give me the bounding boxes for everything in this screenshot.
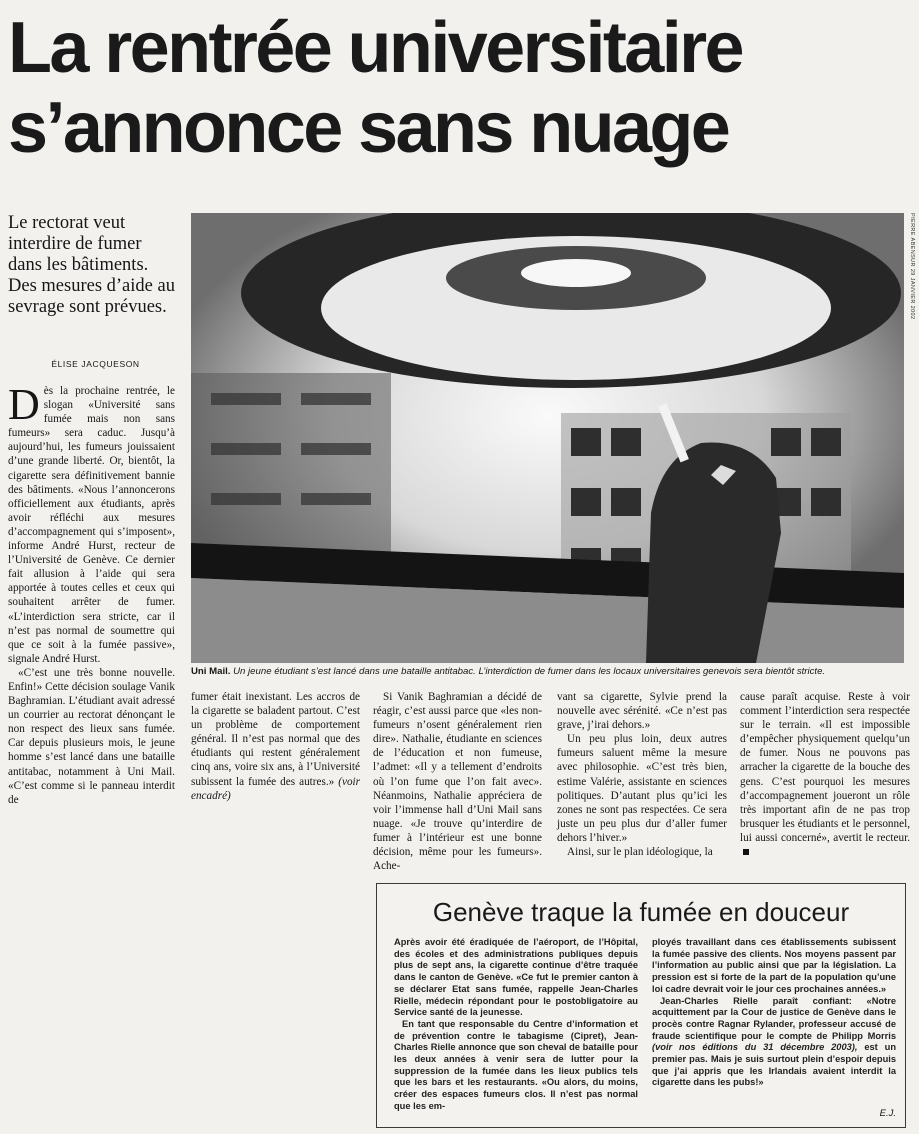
article-paragraph: «C’est une très bonne nouvelle. Enfin!» Cette décision soulage Vanik Baghramian. L’étudiant avait adressé un courrier au rectorat dénonçant le non respect des lieux sans fumée. Car depuis plusieurs mois, le jeune homme s’est lancé dans une bataille antitabac, notamment à Uni Mail. «C’est comme si le panneau interdit de xyxy=(8,666,175,806)
drop-cap: D xyxy=(8,380,40,429)
headline-line-2: s’annonce sans nuage xyxy=(8,88,729,168)
paragraph-text: fumer était inexistant. Les accros de la cigarette se baladent partout. C’est un problème de comportement général. Il n’est pas normal que des étudiants qui restent généralement cinq ans, voire six ans, à l’Université subissent la fumée des autres.» xyxy=(191,691,360,788)
box-cross-reference: (voir nos éditions du 31 décembre 2003), xyxy=(652,1042,858,1053)
box-paragraph: En tant que responsable du Centre d’information et de prévention contre le tabagisme (Cipret), Jean-Charles Rielle annonce que son cheval de bataille pour les deux années à venir sera de lutter pour la suppression de la fumée dans les lieux publics tels que les bars et les restaurants. «Ou alors, du moins, créer des espaces fumeurs clos. Il n’est pas normal que les em- xyxy=(394,1018,638,1111)
end-of-article-mark xyxy=(743,849,749,855)
photo-uni-mail xyxy=(191,213,904,663)
caption-text: Un jeune étudiant s’est lancé dans une bataille antitabac. L’interdiction de fumer dans les locaux universitaires genevois sera bientôt stricte. xyxy=(233,666,826,677)
article-paragraph: Un peu plus loin, deux autres fumeurs saluent même la mesure avec philosophie. «C’est très bien, estime Valérie, assistante en sciences politiques. D’autant plus qu’ici les zones ne sont pas respectées. Ce sera juste un peu plus dur d’aller fumer dehors l’hiver.» xyxy=(557,733,727,844)
headline-line-1: La rentrée universitaire xyxy=(8,8,742,88)
paragraph-text: ès la prochaine rentrée, le slogan «Université sans fumée mais non sans fumeurs» sera caduc. Jusqu’à aujourd’hui, les fumeurs jouissaient d’une grande liberté. Or, bientôt, la cigarette sera définitivement bannie des bâtiments. «Nous l’annoncerons officiellement aux étudiants, après avoir réfléchi aux mesures d’accompagnement qui s’imposent», informe André Hurst, recteur de l’Université de Genève. Ce dernier fait allusion à l’aide qui sera apportée à toutes celles et ceux qui souhaitent arrêter de fumer. «L’interdiction sera stricte, car il n’est pas normal de soumettre qui que ce soit à la fumée passive», signale André Hurst. xyxy=(8,385,175,665)
article-column-2 xyxy=(191,690,360,803)
article-paragraph: vant sa cigarette, Sylvie prend la nouvelle avec sérénité. «Ce n’est pas grave, j’irai dehors.» xyxy=(557,691,727,732)
article-paragraph: Si Vanik Baghramian a décidé de réagir, c’est aussi parce que «les non-fumeurs n’osent généralement rien dire». Nathalie, étudiante en sciences de l’éducation et non fumeuse, l’admet: «Il y a tellement d’endroits où l’on fume que l’on fait avec». Néanmoins, Nathalie appréciera de voir l’immense hall d’Uni Mail sans nuage. «Je trouve qu’interdire de fumer à l’intérieur est une bonne décision, même pour les fumeurs». Ache- xyxy=(373,691,542,873)
box-text: est un premier pas. Mais je suis surtout plein d’espoir depuis que j’ai appris que les Irlandais avaient interdit la cigarette dans les pubs!» xyxy=(652,1042,896,1088)
box-column-2 xyxy=(652,937,896,1089)
box-column-1 xyxy=(394,937,638,1113)
photo-credit-text: PIERRE ABENSUR 29 JANVIER 2002 xyxy=(909,213,915,320)
box-paragraph: ployés travaillant dans ces établissements subissent la fumée passive des clients. Nos moyens passent par l’information au public ainsi que par la législation. La pression est si forte de la part de la population qu’une loi cadre devrait voir le jour ces prochaines années.» xyxy=(652,937,896,994)
photo-credit xyxy=(906,213,916,663)
photo-image xyxy=(191,213,904,663)
photo-caption xyxy=(191,666,904,678)
article-paragraph xyxy=(191,690,360,803)
article-paragraph: Ainsi, sur le plan idéologique, la xyxy=(567,846,713,859)
article-column-5 xyxy=(740,690,910,859)
headline xyxy=(8,8,913,168)
box-paragraph: Après avoir été éradiquée de l’aéroport, de l’Hôpital, des écoles et des administrations publiques depuis plus de sept ans, la cigarette continue d’être traquée dans le canton de Genève. «Ce fut le premier canton à se déclarer Etat sans fumée, rappelle Jean-Charles Rielle, médecin répondant pour le postobligatoire au Service santé de la jeunesse. xyxy=(394,937,638,1018)
box-paragraph xyxy=(652,996,896,1090)
article-column-1 xyxy=(8,380,175,807)
article-paragraph xyxy=(8,380,175,666)
article-column-3 xyxy=(373,690,542,873)
deck: Le rectorat veut interdire de fumer dans les bâtiments. Des mesures d’aide au sevrage sont prévues. xyxy=(8,213,175,317)
paragraph-text: cause paraît acquise. Reste à voir comment l’interdiction sera respectée sur le terrain. «Il est impossible d’empêcher physiquement quelqu’un de fumer. Nous ne pouvons pas arracher la cigarette de la bouche des gens. C’est pourquoi les mesures d’accompagnement joueront un rôle très important afin de ne pas trop brusquer les étudiants et le personnel, lui aussi concerné», avertit le recteur. xyxy=(740,691,910,844)
caption-label: Uni Mail. xyxy=(191,666,231,677)
cross-reference: (voir encadré) xyxy=(191,775,361,802)
box-title: Genève traque la fumée en douceur xyxy=(432,897,850,927)
article-paragraph xyxy=(740,690,910,859)
byline: ÉLISE JACQUESON xyxy=(51,359,140,369)
box-signature: E.J. xyxy=(879,1108,896,1119)
article-column-4 xyxy=(557,690,727,859)
box-text: Jean-Charles Rielle paraît confiant: «Notre acquittement par la Cour de justice de Genève dans le procès contre Ragnar Rylander, professeur accusé de fraude scientifique pour le compte de Philipp Morris xyxy=(652,995,896,1041)
